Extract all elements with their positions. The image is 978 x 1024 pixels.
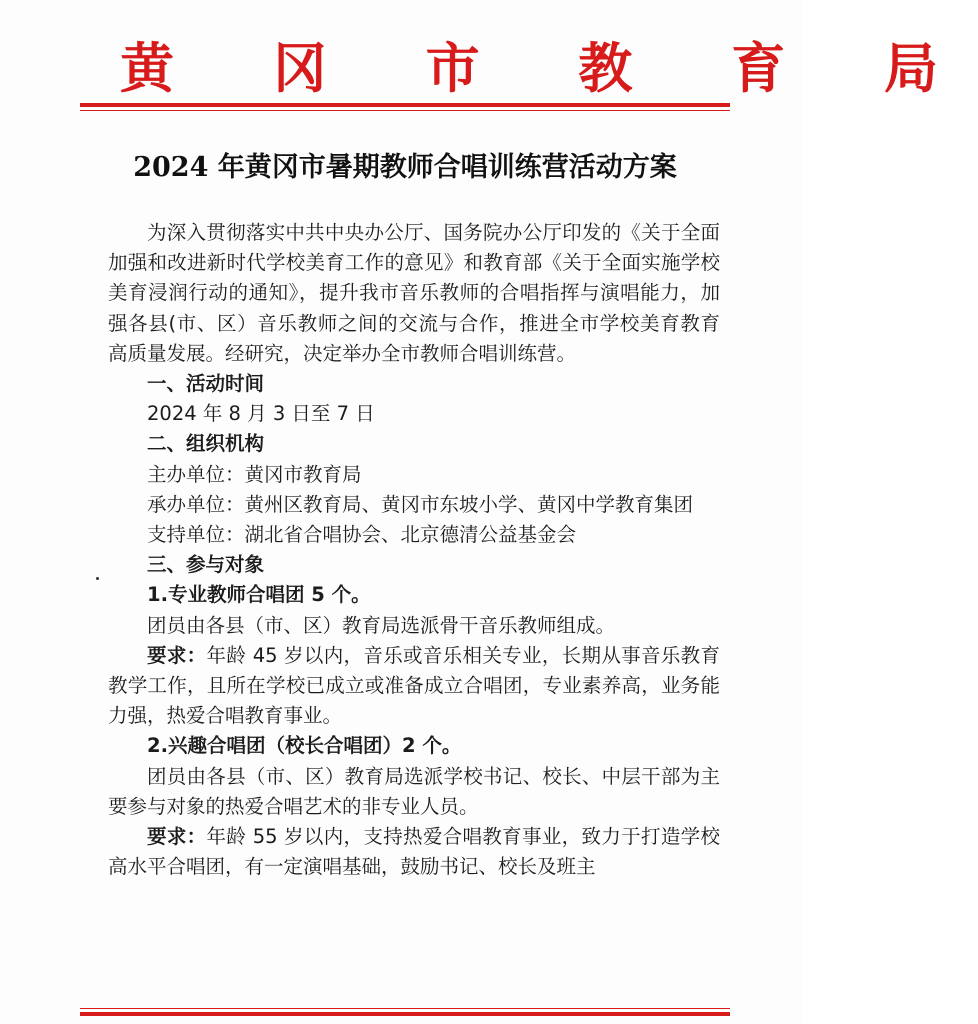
group2-req-label: 要求： xyxy=(147,825,207,849)
masthead-divider-thin xyxy=(80,110,730,111)
group1-req-text: 年龄 45 岁以内，音乐或音乐相关专业，长期从事音乐教育教学工作，且所在学校已成立或准备成立合唱团，专业素养高，业务能力强，热爱合唱教育事业。 xyxy=(108,643,720,728)
group2-members: 团员由各县（市、区）教育局选派学校书记、校长、中层干部为主要参与对象的热爱合唱艺术的非专业人员。 xyxy=(108,764,720,818)
group1-req-label: 要求： xyxy=(147,643,207,667)
activity-date: 2024 年 8 月 3 日至 7 日 xyxy=(147,402,375,426)
group1-members: 团员由各县（市、区）教育局选派骨干音乐教师组成。 xyxy=(147,613,616,637)
footer-divider-thick xyxy=(80,1012,730,1016)
scan-speck xyxy=(96,577,99,580)
section-heading-time: 一、活动时间 xyxy=(147,372,265,396)
organizer-unit: 承办单位：黄州区教育局、黄冈市东坡小学、黄冈中学教育集团 xyxy=(147,492,694,516)
masthead-divider-thick xyxy=(80,103,730,107)
footer-divider-thin xyxy=(80,1008,730,1009)
section-heading-organization: 二、组织机构 xyxy=(147,432,265,456)
group2-title: 2.兴趣合唱团（校长合唱团）2 个。 xyxy=(147,734,462,758)
group1-requirements xyxy=(108,641,720,732)
document-title: 2024 年黄冈市暑期教师合唱训练营活动方案 xyxy=(133,152,677,183)
host-unit: 主办单位：黄冈市教育局 xyxy=(147,462,362,486)
supporter-unit: 支持单位：湖北省合唱协会、北京德清公益基金会 xyxy=(147,523,577,547)
section-heading-participants: 三、参与对象 xyxy=(147,553,265,577)
group2-requirements xyxy=(108,822,720,882)
agency-masthead: 黄 冈 市 教 育 局 xyxy=(120,36,978,100)
document-body xyxy=(108,218,720,882)
group1-title: 1.专业教师合唱团 5 个。 xyxy=(147,583,371,607)
group2-req-text: 年龄 55 岁以内，支持热爱合唱教育事业，致力于打造学校高水平合唱团，有一定演唱基础，鼓励书记、校长及班主 xyxy=(108,825,720,879)
intro-paragraph: 为深入贯彻落实中共中央办公厅、国务院办公厅印发的《关于全面加强和改进新时代学校美育工作的意见》和教育部《关于全面实施学校美育浸润行动的通知》，提升我市音乐教师的合唱指挥与演唱能力，加强各县(市、区）音乐教师之间的交流与合作，推进全市学校美育教育高质量发展。经研究，决定举办全市教师合唱训练营。 xyxy=(108,221,720,365)
